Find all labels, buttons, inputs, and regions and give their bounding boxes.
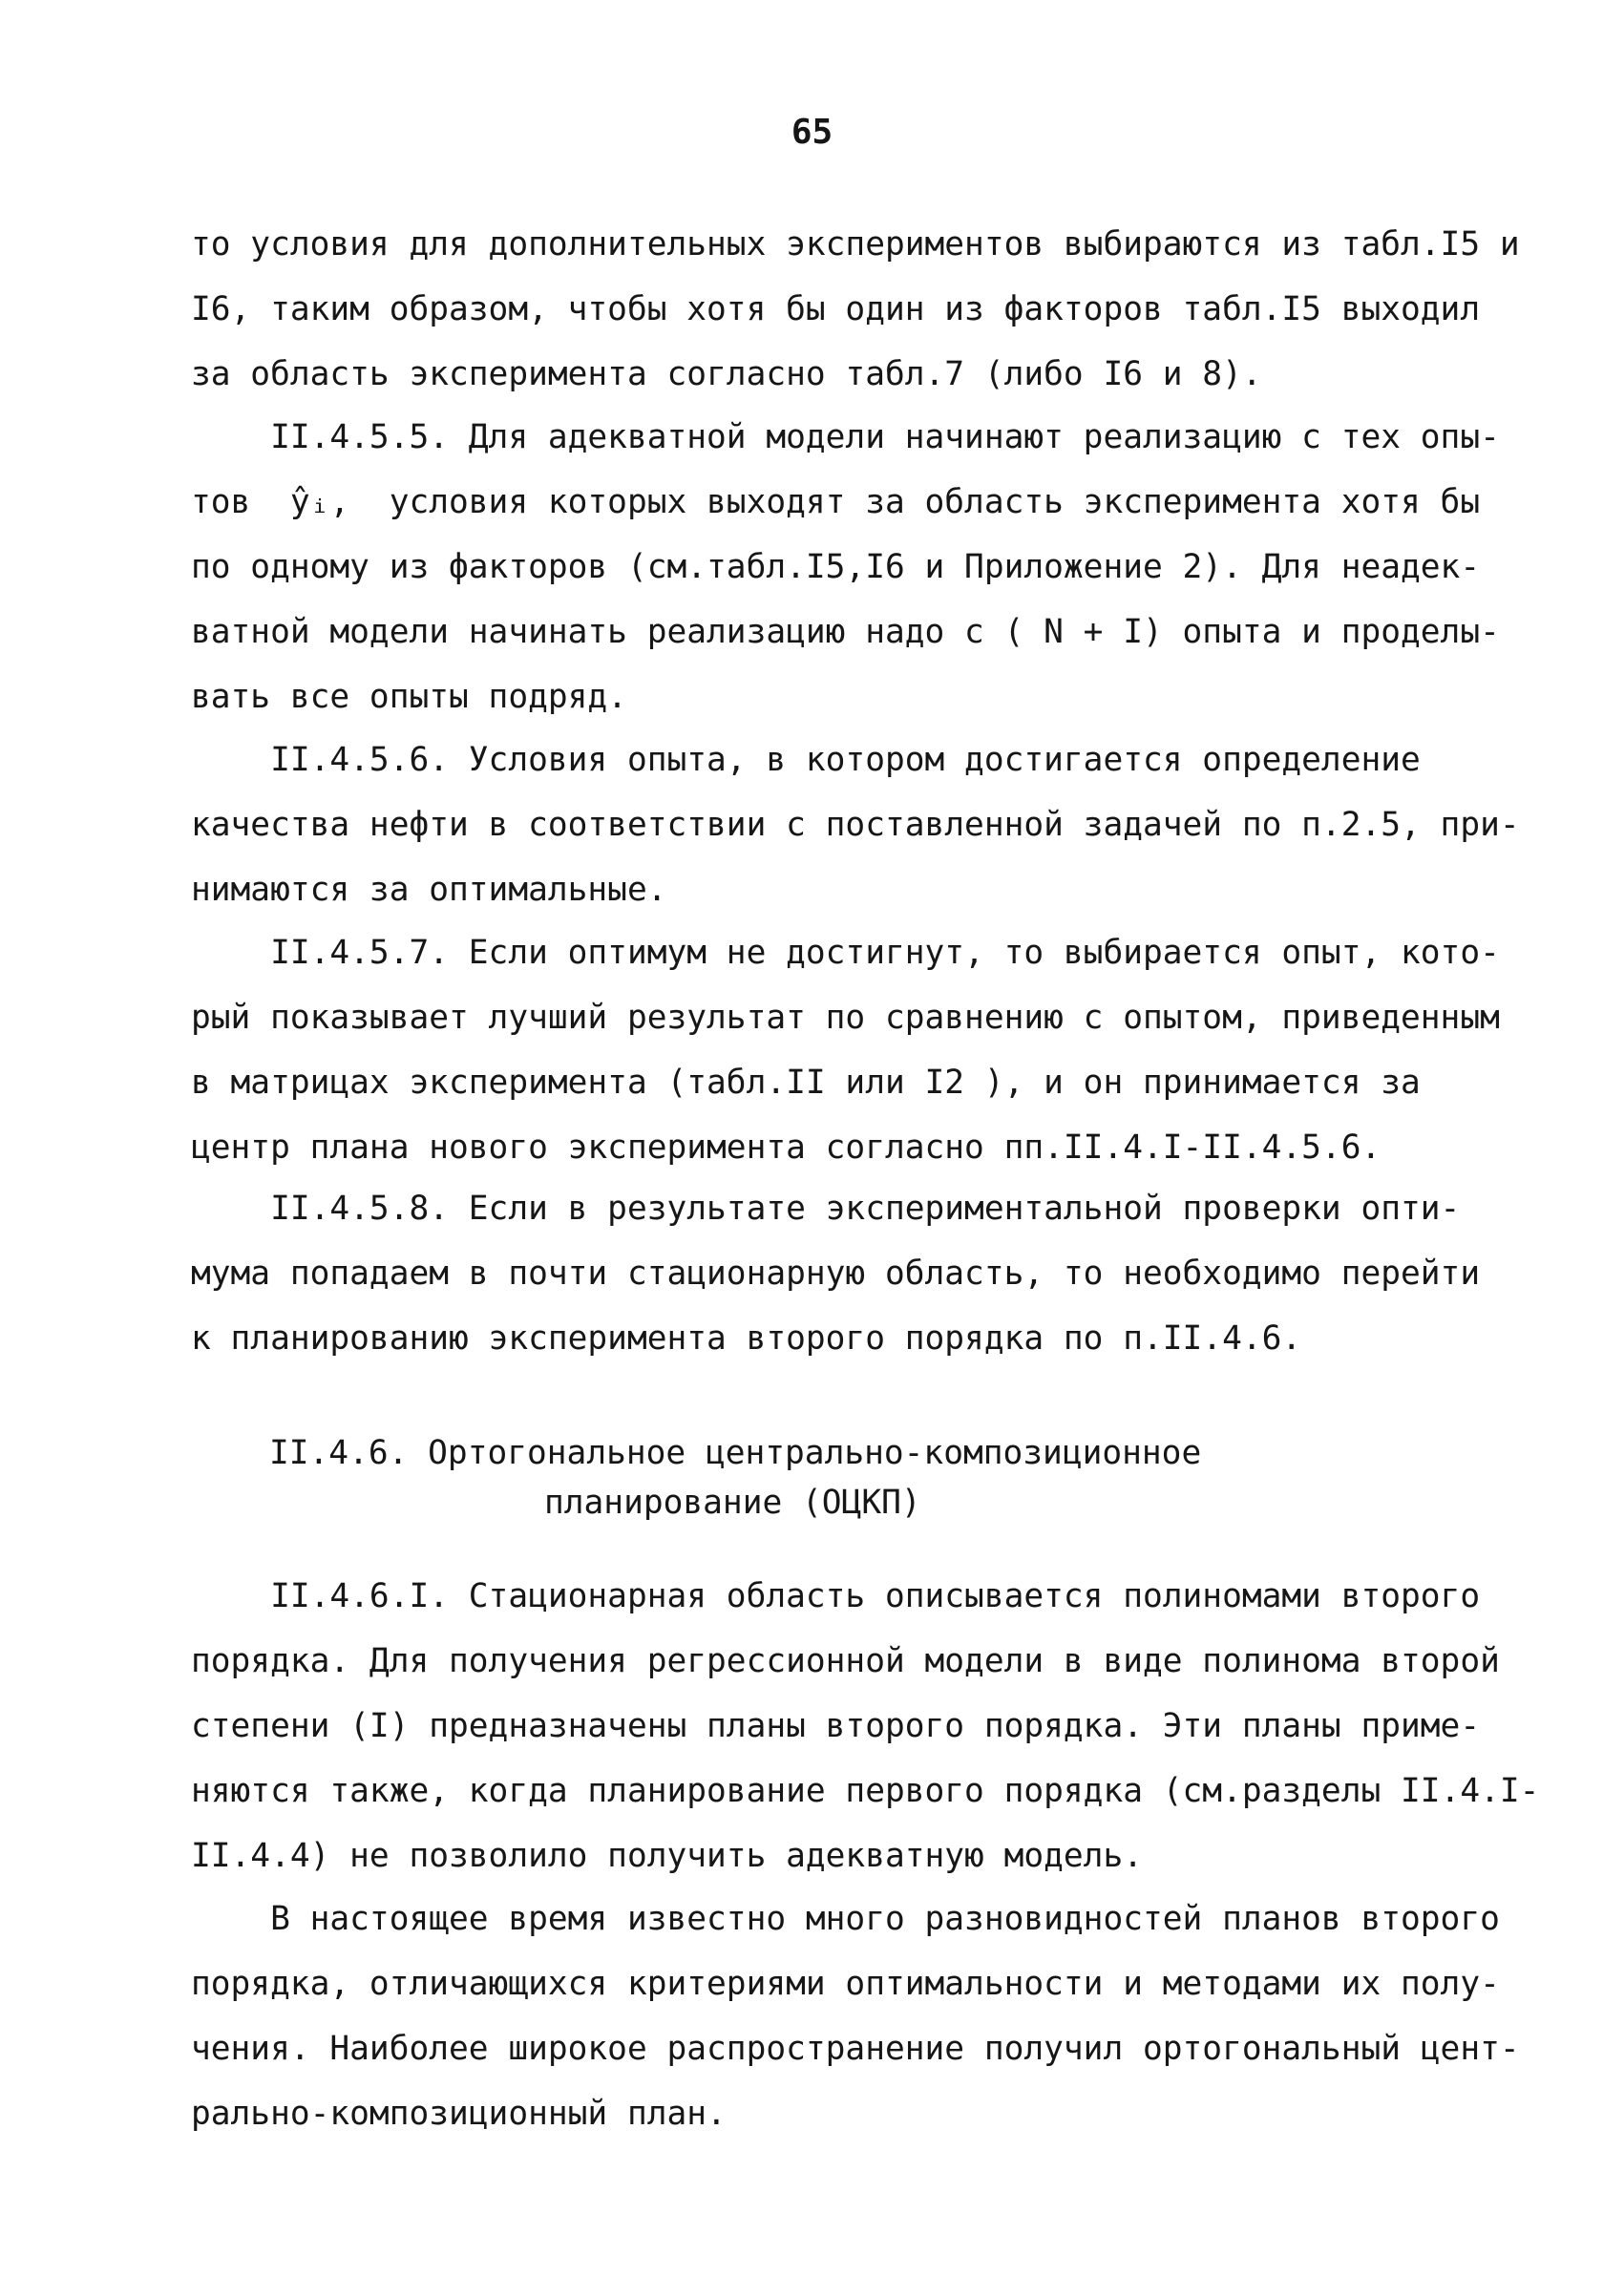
paragraph-5 bbox=[191, 1176, 1489, 1371]
text-line: порядка, отличающихся критериями оптимальности и методами их полу- bbox=[191, 1965, 1500, 2003]
text-line: по одному из факторов (см.табл.I5,I6 и Приложение 2). Для неадек- bbox=[191, 548, 1481, 586]
page-number: 65 bbox=[791, 113, 833, 152]
text-line: центр плана нового эксперимента согласно пп.II.4.I-II.4.5.6. bbox=[191, 1128, 1381, 1167]
text-line: к планированию эксперимента второго порядка по п.II.4.6. bbox=[191, 1319, 1302, 1358]
text-line: II.4.5.5. Для адекватной модели начинают реализацию с тех опы- bbox=[191, 418, 1500, 456]
paragraph-3 bbox=[191, 727, 1520, 922]
text-line: то условия для дополнительных экспериментов выбираются из табл.I5 и bbox=[191, 225, 1520, 264]
paragraph-6 bbox=[191, 1564, 1540, 1888]
text-line: няются также, когда планирование первого порядка (см.разделы II.4.I- bbox=[191, 1772, 1540, 1810]
text-line: II.4.5.6. Условия опыта, в котором достигается определение bbox=[191, 741, 1421, 779]
text-line: качества нефти в соответствии с поставленной задачей по п.2.5, при- bbox=[191, 806, 1520, 844]
text-line: нимаются за оптимальные. bbox=[191, 871, 667, 909]
text-line: II.4.5.7. Если оптимум не достигнут, то выбирается опыт, кото- bbox=[191, 934, 1500, 972]
text-line: I6, таким образом, чтобы хотя бы один из факторов табл.I5 выходил bbox=[191, 290, 1481, 328]
text-line: В настоящее время известно много разновидностей планов второго bbox=[191, 1900, 1500, 1938]
text-line: мума попадаем в почти стационарную область, то необходимо перейти bbox=[191, 1254, 1481, 1293]
text-line: чения. Наиболее широкое распространение получил ортогональный цент- bbox=[191, 2030, 1520, 2068]
text-line: ватной модели начинать реализацию надо с ( N + I) опыта и проделы- bbox=[191, 613, 1500, 651]
paragraph-2 bbox=[191, 405, 1500, 729]
text-line: рый показывает лучший результат по сравнению с опытом, приведенным bbox=[191, 999, 1500, 1037]
paragraph-1 bbox=[191, 212, 1520, 407]
heading-line-2: планирование (ОЦКП) bbox=[544, 1484, 921, 1522]
text-line: II.4.6.I. Стационарная область описывается полиномами второго bbox=[191, 1577, 1481, 1615]
text-line: за область эксперимента согласно табл.7 (либо I6 и 8). bbox=[191, 355, 1262, 393]
text-line: порядка. Для получения регрессионной модели в виде полинома второй bbox=[191, 1642, 1500, 1680]
text-line: степени (I) предназначены планы второго порядка. Эти планы приме- bbox=[191, 1707, 1481, 1745]
paragraph-4 bbox=[191, 920, 1500, 1180]
text-line: II.4.4) не позволило получить адекватную модель. bbox=[191, 1837, 1143, 1875]
section-heading bbox=[191, 1428, 1489, 1528]
paragraph-7 bbox=[191, 1887, 1520, 2146]
text-line: вать все опыты подряд. bbox=[191, 678, 627, 716]
text-line: II.4.5.8. Если в результате экспериментальной проверки опти- bbox=[191, 1190, 1461, 1228]
text-line: в матрицах эксперимента (табл.II или I2 ), и он принимается за bbox=[191, 1064, 1421, 1102]
heading-line-1: II.4.6. Ортогональное центрально-композиционное bbox=[269, 1434, 1202, 1472]
text-line: тов ŷᵢ, условия которых выходят за область эксперимента хотя бы bbox=[191, 483, 1481, 521]
text-line: рально-композиционный план. bbox=[191, 2095, 727, 2133]
